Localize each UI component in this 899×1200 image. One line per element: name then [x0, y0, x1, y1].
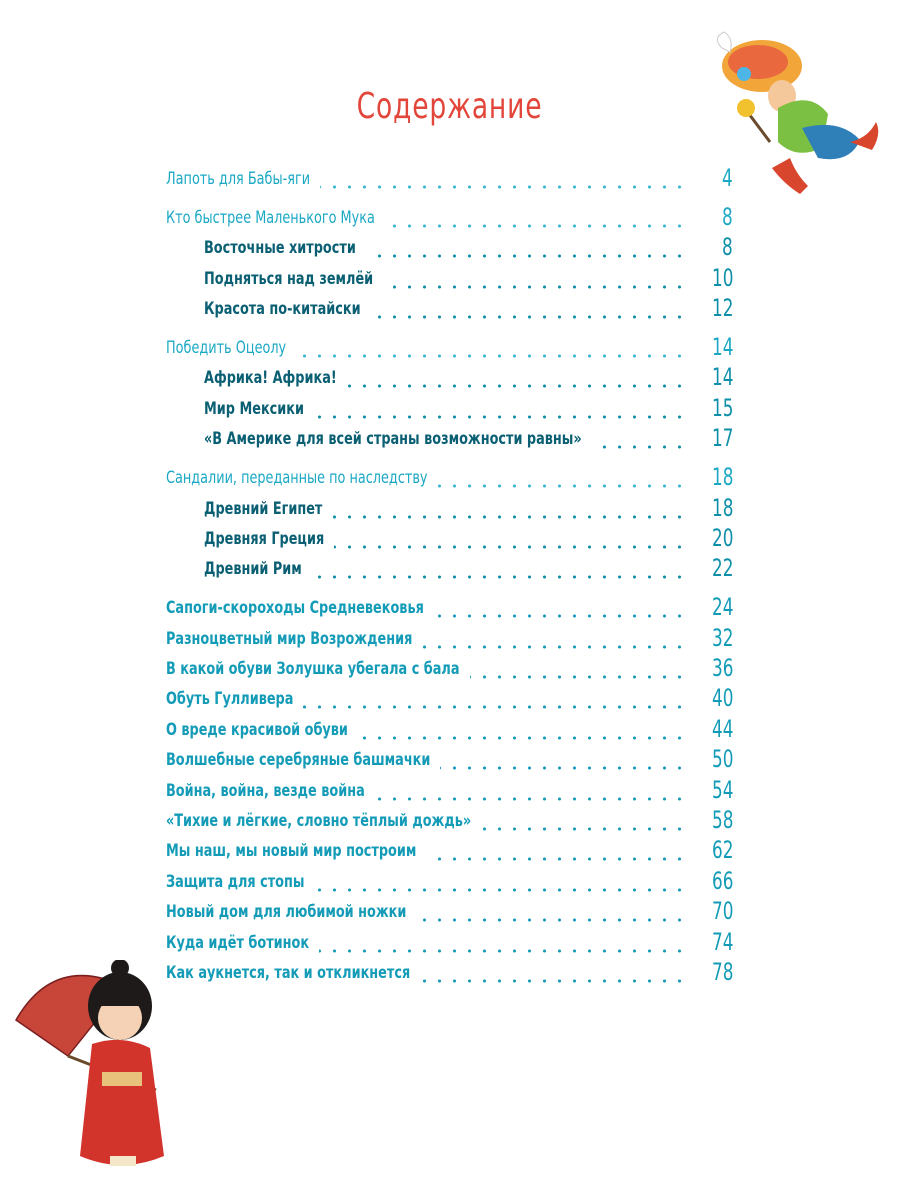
- toc-entry[interactable]: [0, 654, 899, 684]
- slipper-shape: [772, 158, 808, 194]
- toc-page-number: 58: [711, 806, 733, 834]
- jewel-shape: [737, 67, 751, 81]
- toc-entry-title: О вреде красивой обуви: [166, 719, 348, 740]
- toc-entry-title: «В Америке для всей страны возможности равны»: [204, 429, 582, 450]
- toc-entry[interactable]: [0, 494, 899, 524]
- toc-page-number: 4: [722, 164, 733, 192]
- dot-leader: [303, 705, 687, 709]
- dot-leader: [434, 614, 687, 618]
- toc-entry-title: Война, война, везде война: [166, 780, 365, 801]
- toc-page-number: 74: [711, 927, 733, 956]
- toc-entry-title: Обуть Гулливера: [166, 689, 294, 710]
- toc-entry[interactable]: [0, 524, 899, 554]
- toc-entry[interactable]: [0, 776, 899, 806]
- toc-entry[interactable]: [0, 897, 899, 927]
- toc-entry-title: Мы наш, мы новый мир построим: [166, 841, 417, 862]
- little-muk-illustration: [700, 18, 895, 198]
- toc-entry-title: Мир Мексики: [204, 398, 305, 419]
- dot-leader: [420, 979, 687, 983]
- toc-page-number: 36: [711, 654, 733, 682]
- dot-leader: [416, 918, 687, 922]
- dot-leader: [375, 797, 687, 801]
- dot-leader: [422, 645, 687, 649]
- toc-entry-title: Разноцветный мир Возрождения: [166, 628, 413, 649]
- toc-page-number: 66: [711, 866, 733, 895]
- toc-entry[interactable]: [0, 203, 899, 233]
- toc-page-number: 40: [711, 684, 733, 713]
- toc-entry[interactable]: [0, 294, 899, 324]
- toc-entry[interactable]: [0, 684, 899, 714]
- toc-page-number: 70: [711, 897, 733, 926]
- japanese-girl-illustration: [14, 960, 184, 1192]
- golden-ball-shape: [737, 99, 755, 117]
- dot-leader: [385, 224, 687, 228]
- toc-entry-title: Куда идёт ботинок: [166, 932, 310, 953]
- toc-page-number: 20: [711, 523, 733, 552]
- toc-entry[interactable]: [0, 745, 899, 775]
- bangs-shape: [94, 990, 146, 1006]
- dot-leader: [314, 888, 687, 892]
- dot-leader: [438, 484, 687, 488]
- dot-leader: [320, 185, 687, 189]
- toc-entry-title: Африка! Африка!: [204, 368, 337, 389]
- toc-entry[interactable]: [0, 624, 899, 654]
- feather-shape: [717, 32, 731, 52]
- toc-entry[interactable]: [0, 333, 899, 363]
- toc-page-number: 14: [711, 333, 733, 361]
- toc-entry-title: Как аукнется, так и откликнется: [166, 963, 411, 983]
- toc-entry[interactable]: [0, 715, 899, 745]
- toc-page-number: 8: [722, 233, 733, 262]
- dot-leader: [470, 675, 687, 679]
- toc-page-number: 24: [711, 593, 733, 622]
- dot-leader: [440, 766, 687, 770]
- dot-leader: [319, 949, 687, 953]
- toc-entry[interactable]: [0, 463, 899, 493]
- toc-entry[interactable]: [0, 554, 899, 584]
- dot-leader: [383, 285, 687, 289]
- toc-entry-title: В какой обуви Золушка убегала с бала: [166, 659, 460, 679]
- toc-entry-title: Восточные хитрости: [204, 238, 356, 259]
- dot-leader: [366, 254, 687, 258]
- toc-page-number: 32: [711, 623, 733, 652]
- toc-entry-title: Волшебные серебряные башмачки: [166, 750, 431, 771]
- dot-leader: [358, 736, 687, 740]
- toc-entry[interactable]: [0, 928, 899, 958]
- dot-leader: [592, 445, 687, 449]
- toc-entry-title: Древний Рим: [204, 559, 302, 580]
- toc-entry-title: «Тихие и лёгкие, словно тёплый дождь»: [166, 811, 472, 831]
- toc-entry-title: Победить Оцеолу: [166, 338, 287, 358]
- dot-leader: [314, 415, 687, 419]
- toc-entry-title: Подняться над землёй: [204, 268, 374, 289]
- dot-leader: [426, 857, 687, 861]
- toc-entry[interactable]: [0, 867, 899, 897]
- toc-entry-title: Защита для стопы: [166, 871, 305, 892]
- toc-page-number: 22: [711, 554, 733, 583]
- toc-entry[interactable]: [0, 836, 899, 866]
- dot-leader: [332, 515, 687, 519]
- toc-entry[interactable]: [0, 264, 899, 294]
- toc-page-number: 54: [711, 775, 733, 804]
- toc-entry-title: Лапоть для Бабы-яги: [166, 169, 311, 189]
- turban-wrap: [728, 45, 788, 79]
- toc-page-number: 18: [711, 493, 733, 522]
- dot-leader: [347, 384, 687, 388]
- toc-entry[interactable]: [0, 394, 899, 424]
- kimono-shape: [80, 1040, 164, 1165]
- toc-page-number: 44: [711, 714, 733, 743]
- toc-page-number: 17: [711, 424, 733, 453]
- dot-leader: [334, 545, 687, 549]
- page-title: Содержание: [356, 86, 543, 127]
- toc-entry[interactable]: [0, 806, 899, 836]
- toc-entry-title: Новый дом для любимой ножки: [166, 902, 407, 923]
- toc-page-number: 12: [711, 294, 733, 323]
- toc-entry-title: Кто быстрее Маленького Мука: [166, 207, 375, 228]
- toc-page-number: 15: [711, 393, 733, 422]
- toc-entry[interactable]: [0, 424, 899, 454]
- toc-page-number: 18: [711, 463, 733, 492]
- toc-page-number: 14: [711, 363, 733, 392]
- geta-sandals: [110, 1156, 136, 1166]
- toc-entry[interactable]: [0, 363, 899, 393]
- toc-entry[interactable]: [0, 233, 899, 263]
- toc-page-number: 62: [711, 836, 733, 865]
- toc-page-number: 8: [722, 202, 733, 231]
- obi-sash: [102, 1072, 142, 1086]
- dot-leader: [371, 315, 687, 319]
- dot-leader: [312, 575, 687, 579]
- dot-leader: [296, 354, 687, 358]
- toc-entry-title: Сапоги-скороходы Средневековья: [166, 598, 424, 619]
- toc-page-number: 10: [711, 263, 733, 292]
- toc-entry[interactable]: [0, 593, 899, 623]
- toc-entry-title: Древняя Греция: [204, 528, 325, 549]
- toc-page-number: 78: [711, 958, 733, 986]
- toc-page-number: 50: [711, 745, 733, 774]
- toc-entry-title: Древний Египет: [204, 498, 323, 519]
- dot-leader: [481, 827, 687, 831]
- toc-entry-title: Красота по-китайски: [204, 299, 361, 320]
- toc-entry-title: Сандалии, переданные по наследству: [166, 468, 428, 489]
